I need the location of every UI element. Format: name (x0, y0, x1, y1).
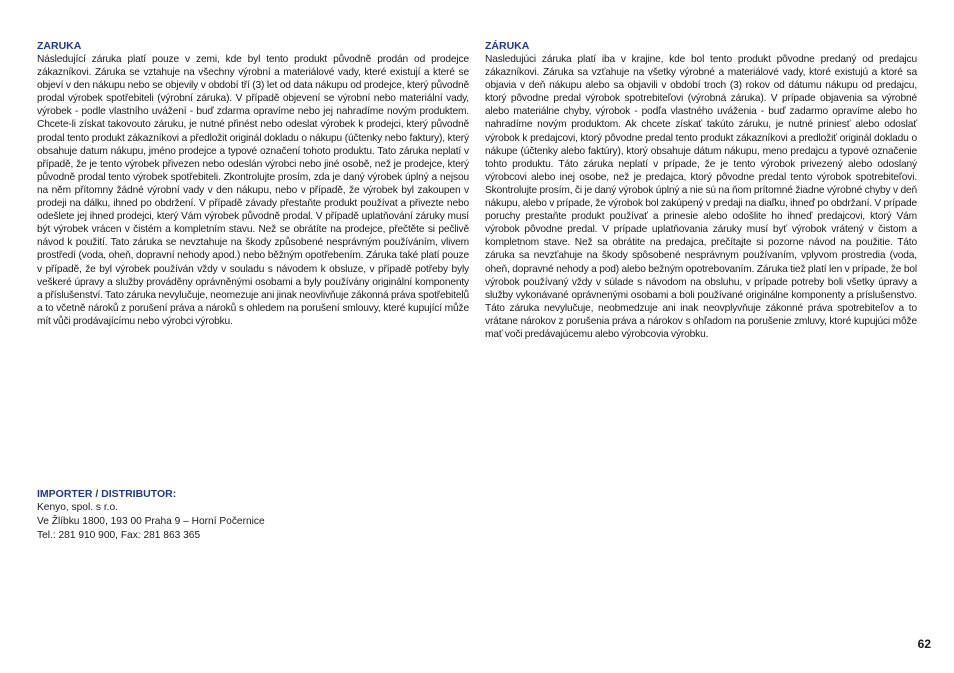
importer-company: Kenyo, spol. s r.o. (37, 502, 118, 513)
warranty-cz-heading: ZARUKA (37, 40, 82, 52)
warranty-sk-body: Nasledujúci záruka platí iba v krajine, kde bol tento produkt pôvodne predaný od predajcu zákazníkovi. Záruka sa vzťahuje na všetky výrobné a materiálové vady, ktoré existujú a ktoré sa objavia v deň nákupu alebo sa objavili v období troch (3) rokov od dátumu nákupu od predajcu, ktorý pôvodne predal výrobok spotrebiteľovi (výrobná záruka). V prípade objavenia sa výrobné alebo materiálne chyby, výrobok - podľa vlastného uváženia - buď zadarmo opravíme alebo ho nahradíme novým produktom. Ak chcete získať takúto záruku, je nutné priniesť alebo odoslať výrobok k predajcovi, ktorý pôvodne predal tento produkt zákazníkovi a predložiť originál dokladu o nákupe (účtenky alebo faktúry), ktorý obsahuje dátum nákupu, meno predajcu a typové označenie tohto produktu. Táto záruka neplatí v prípade, že je tento výrobok privezený alebo odoslaný výrobcovi alebo inej osobe, než je predajca, ktorý pôvodne predal tento výrobok spotrebiteľovi. Skontrolujte prosím, či je daný výrobok úplný a nie sú na ňom prítomné žiadne výrobné chyby v deň nákupu, alebo v prípade, že výrobok bol zakúpený v predaji na diaľku, ihneď po obdržaní. V prípade poruchy prestaňte produkt používať a prinesie alebo odošlite ho ihneď predajcovi, ktorý Vám výrobok pôvodne predal. V prípade uplatňovania záruky musí byť výrobok vrátený v čistom a kompletnom stave. Než sa obrátite na predajca, prečítajte si pozorne návod na použitie. Táto záruka sa nevzťahuje na škody spôsobené nesprávnym používaním, vplyvom prostredia (voda, oheň, dopravné nehody a pod) alebo bežným opotrebovaním. Záruka tiež platí len v prípade, že bol výrobok používaný vždy v súlade s návodom na obsluhu, v prípade potreby boli všetky úpravy a služby vykonávané oprávnenými osobami a boli používané originálne komponenty a príslušenstvo. Táto záruka nevylučuje, neobmedzuje ani inak neovplyvňuje zákonné práva spotrebiteľov a to vrátane nárokov z porušenia práva a nárokov s ohľadom na porušenie zmluvy, ktoré kupujúci môže mať voči predávajúcemu alebo výrobcovia výrobku. (485, 54, 917, 340)
warranty-sk-heading: ZÁRUKA (485, 40, 530, 52)
warranty-cz-section (37, 40, 469, 328)
importer-heading: IMPORTER / DISTRIBUTOR: (37, 488, 177, 500)
importer-address: Ve Žlíbku 1800, 193 00 Praha 9 – Horní Počernice (37, 516, 265, 527)
importer-block (37, 488, 457, 543)
page-number: 62 (917, 637, 931, 651)
warranty-sk-section (485, 40, 917, 341)
warranty-cz-body: Následující záruka platí pouze v zemi, kde byl tento produkt původně prodán od prodejce zákazníkovi. Záruka se vztahuje na všechny výrobní a materiálové vady, které existují a které se objeví v den nákupu nebo se objevily v období tří (3) let od data nákupu od prodejce, který původně prodal výrobek spotřebiteli (výrobní záruka). V případě objevení se výrobní nebo materiální vady, výrobek - podle vlastního uvážení - buď zdarma opravíme nebo jej nahradíme novým produktem. Chcete-li získat takovouto záruku, je nutné přinést nebo odeslat výrobek k prodejci, který původně prodal tento produkt zákazníkovi a předložit originál dokladu o nákupu (účtenky nebo faktury), který obsahuje datum nákupu, jméno prodejce a typové označení tohoto produktu. Tato záruka neplatí v případě, že je tento výrobek přivezen nebo odeslán výrobci nebo jiné osobě, než je prodejce, který původně prodal tento výrobek spotřebiteli. Zkontrolujte prosím, zda je daný výrobek úplný a nejsou na něm přítomny žádné výrobní vady v den nákupu, nebo v případě, že výrobek byl zakoupen v prodeji na dálku, ihned po obdržení. V případě závady přestaňte produkt používat a přivezte nebo odešlete jej ihned prodejci, který Vám výrobek původně prodal. V případě uplatňování záruky musí být výrobek vrácen v čistém a kompletním stavu. Než se obrátíte na prodejce, přečtěte si pečlivě návod k použití. Tato záruka se nevztahuje na škody způsobené nesprávným používáním, vlivem prostředí (voda, oheň, dopravní nehody apod.) nebo běžným opotřebením. Záruka také platí pouze v případě, že byl výrobek používán vždy v souladu s návodem k obsluze, v případě potřeby byly veškeré úpravy a služby prováděny oprávněnými osobami a byly používány originální komponenty a příslušenství. Tato záruka nevylučuje, neomezuje ani jinak neovlivňuje zákonná práva spotřebitelů a to včetně nároků z porušení práva a nároků s ohledem na porušení smlouvy, které kupující může mít vůči prodávajícímu nebo výrobci výrobku. (37, 54, 469, 327)
importer-contact: Tel.: 281 910 900, Fax: 281 863 365 (37, 530, 201, 541)
